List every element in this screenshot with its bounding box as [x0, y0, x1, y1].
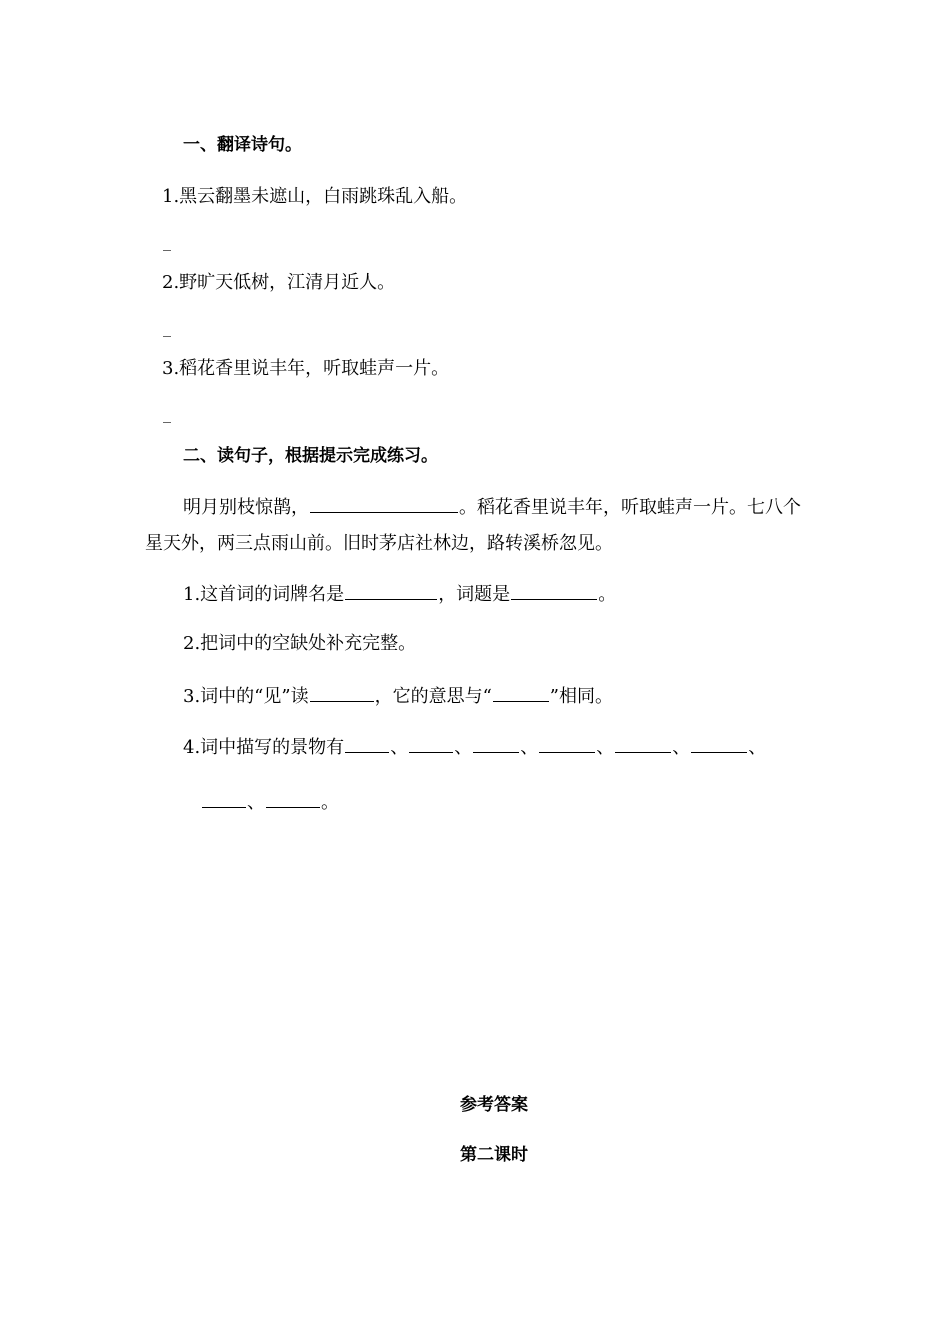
question-4-text: 4.词中描写的景物有 [183, 737, 345, 758]
separator: 、 [672, 737, 691, 758]
fill-blank[interactable] [473, 734, 519, 753]
fill-blank[interactable] [691, 734, 747, 753]
question-3 [183, 683, 613, 709]
fill-blank[interactable] [202, 789, 246, 808]
fill-blank[interactable] [409, 734, 453, 753]
fill-blank[interactable] [493, 683, 549, 702]
question-1-text-b: ，词题是 [438, 584, 511, 605]
question-2: 2.把词中的空缺处补充完整。 [183, 633, 417, 654]
section2-heading: 二、读句子，根据提示完成练习。 [183, 446, 438, 466]
answers-title: 参考答案 [460, 1095, 528, 1115]
fill-blank[interactable] [345, 581, 437, 600]
question-3-text-a: 3.词中的“见”读 [183, 686, 309, 707]
separator: 、 [454, 737, 473, 758]
question-4 [183, 734, 766, 760]
fill-blank[interactable] [310, 683, 374, 702]
question-1-text-c: 。 [598, 584, 617, 605]
answer-line-2: _ [163, 318, 171, 337]
separator: 、 [596, 737, 615, 758]
period: 。 [321, 792, 339, 813]
separator: 、 [247, 792, 265, 813]
passage-part-1: 明月别枝惊鹊， [183, 497, 309, 518]
section1-item-1: 1.黑云翻墨未遮山，白雨跳珠乱入船。 [162, 186, 468, 207]
passage-line-1 [183, 494, 801, 520]
question-3-text-b: ，它的意思与“ [374, 686, 492, 707]
separator: 、 [390, 737, 409, 758]
fill-blank[interactable] [310, 494, 458, 513]
answer-line-3: _ [163, 404, 171, 423]
question-1-text-a: 1.这首词的词牌名是 [183, 584, 345, 605]
passage-part-2: 。稻花香里说丰年，听取蛙声一片。七八个 [459, 497, 801, 518]
section1-heading: 一、翻译诗句。 [183, 135, 302, 155]
separator: 、 [520, 737, 539, 758]
answers-subtitle: 第二课时 [460, 1145, 528, 1165]
section1-item-2: 2.野旷天低树，江清月近人。 [162, 272, 396, 293]
fill-blank[interactable] [615, 734, 671, 753]
answer-line-1: _ [163, 232, 171, 251]
fill-blank[interactable] [266, 789, 320, 808]
fill-blank[interactable] [539, 734, 595, 753]
question-3-text-c: ”相同。 [549, 686, 613, 707]
section1-item-3: 3.稻花香里说丰年，听取蛙声一片。 [162, 358, 450, 379]
fill-blank[interactable] [511, 581, 597, 600]
separator: 、 [748, 737, 767, 758]
fill-blank[interactable] [345, 734, 389, 753]
question-4-continued [201, 789, 339, 815]
passage-line-2: 星天外，两三点雨山前。旧时茅店社林边，路转溪桥忽见。 [145, 533, 613, 554]
question-1 [183, 581, 616, 607]
